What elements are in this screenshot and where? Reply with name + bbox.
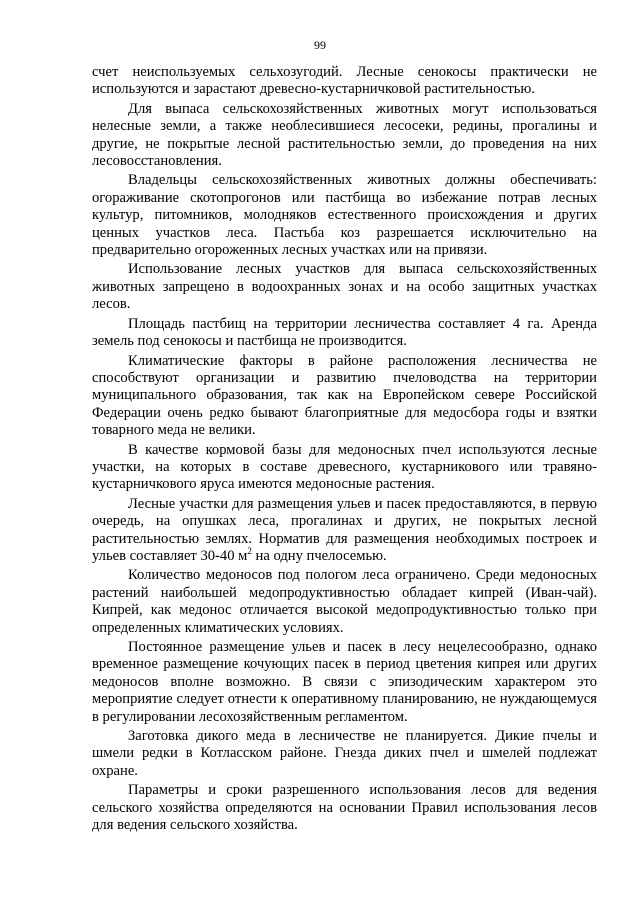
body-text xyxy=(92,64,597,834)
paragraph-6: Климатические факторы в районе расположения лесничества не способствуют организации и развитию пчеловодства на территории муниципального образования, так как на Европейском севере Российской Федерации очень редко бывают благоприятные для медосбора годы и взятки товарного меда не велики. xyxy=(92,352,597,439)
paragraph-3: Владельцы сельскохозяйственных животных должны обеспечивать: огораживание скотопрогонов или пастбища во избежание потрав лесных культур, питомников, молодняков естественного происхождения и других ценных участков леса. Пастьба коз разрешается исключительно на предварительно огороженных лесных участках или на привязи. xyxy=(92,172,597,259)
paragraph-11: Заготовка дикого меда в лесничестве не планируется. Дикие пчелы и шмели редки в Котласском районе. Гнезда диких пчел и шмелей подлежат охране. xyxy=(92,728,597,779)
paragraph-7: В качестве кормовой базы для медоносных пчел используются лесные участки, на которых в составе древесного, кустарникового или травяно-кустарничкового яруса имеются медоносные растения. xyxy=(92,441,597,493)
paragraph-4: Использование лесных участков для выпаса сельскохозяйственных животных запрещено в водоохранных зонах и на особо защитных участках лесов. xyxy=(92,261,597,313)
paragraph-10: Постоянное размещение ульев и пасек в лесу нецелесообразно, однако временное размещение кочующих пасек в период цветения кипрея или других медоносов вполне возможно. В связи с эпизодическим характером это мероприятие следует отнести к оперативному планированию, не нуждающемуся в регулировании лесохозяйственным регламентом. xyxy=(92,639,597,725)
square-meter-superscript: 2 xyxy=(247,546,252,557)
paragraph-5: Площадь пастбищ на территории лесничества составляет 4 га. Аренда земель под сенокосы и пастбища не производится. xyxy=(92,315,597,350)
paragraph-9: Количество медоносов под пологом леса ограничено. Среди медоносных растений наибольшей медопродуктивностью обладает кипрей (Иван-чай). Кипрей, как медонос отличается высокой медопродуктивностью только при определенных климатических условиях. xyxy=(92,567,597,636)
paragraph-8-tail: на одну пчелосемью. xyxy=(251,547,387,564)
paragraph-2: Для выпаса сельскохозяйственных животных могут использоваться нелесные земли, а также необлесившиеся лесосеки, редины, прогалины и другие, не покрытые лесной растительностью земли, до проведения на них лесовосстановления. xyxy=(92,100,597,170)
page-number: 99 xyxy=(314,38,326,52)
paragraph-8 xyxy=(92,496,597,566)
paragraph-8-text: Лесные участки для размещения ульев и пасек предоставляются, в первую очередь, на опушках леса, прогалинах и других, не покрытых лесной растительностью землях. Норматив для размещения необходимых построек и ульев составляет 30-40 м xyxy=(92,495,597,564)
paragraph-1: счет неиспользуемых сельхозугодий. Лесные сенокосы практически не используются и зарастают древесно-кустарничковой растительностью. xyxy=(92,64,597,98)
paragraph-12: Параметры и сроки разрешенного использования лесов для ведения сельского хозяйства определяются на основании Правил использования лесов для ведения сельского хозяйства. xyxy=(92,782,597,834)
